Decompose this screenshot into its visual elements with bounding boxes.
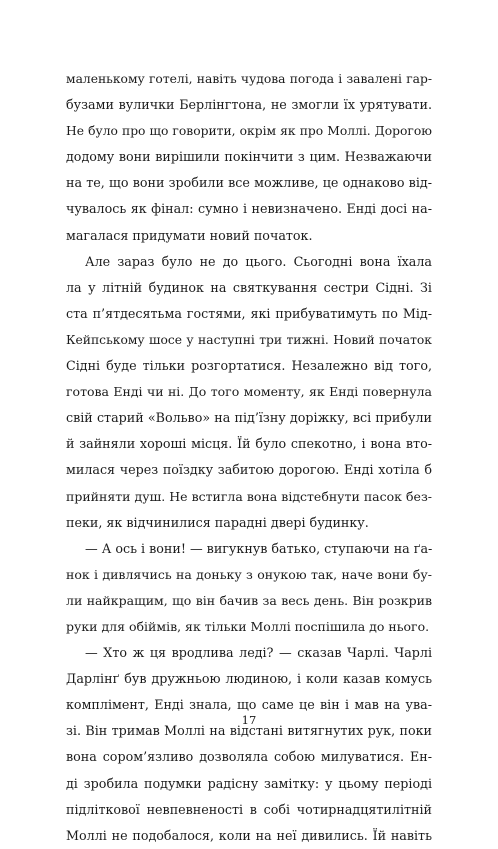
text-line: ли найкращим, що він бачив за весь день. Він розкрив (66, 592, 432, 608)
text-line: чувалось як фінал: сумно і невизначено. Енді досі на- (66, 201, 432, 217)
text-line: милася через поїздку забитою дорогою. Енді хотіла б (66, 462, 432, 478)
text-line: комплімент, Енді знала, що саме це він і мав на ува- (66, 697, 432, 713)
text-line: Але зараз було не до цього. Сьогодні вона їхала (85, 253, 432, 269)
text-line: Дарлінґ був дружньою людиною, і коли казав комусь (66, 671, 432, 687)
text-line: й зайняли хороші місця. Їй було спекотно, і вона вто- (66, 436, 432, 452)
text-line: Не було про що говорити, окрім як про Моллі. Дорогою (66, 124, 432, 139)
text-line: прийняти душ. Не встигла вона відстебнути пасок без- (66, 488, 432, 504)
text-line: Кейпському шосе у наступні три тижні. Новий початок (66, 332, 432, 347)
text-line: підліткової невпевненості в собі чотирнадцятилітній (66, 801, 432, 817)
text-line: готова Енді чи ні. До того моменту, як Енді повернула (66, 384, 432, 400)
text-line: пеки, як відчинилися парадні двері будинку. (66, 514, 369, 530)
body-text (66, 66, 432, 849)
text-line: маленькому готелі, навіть чудова погода і завалені гар- (66, 72, 432, 86)
text-line: Сідні буде тільки розгортатися. Незалежно від того, (66, 358, 432, 374)
text-line: — А ось і вони! — вигукнув батько, ступаючи на ґа- (85, 540, 433, 556)
text-line: додому вони вирішили покінчити з цим. Незважаючи (66, 149, 432, 165)
text-line: свій старий «Вольво» на під’їзну доріжку, всі прибули (66, 410, 432, 426)
text-line: бузами вулички Берлінгтона, не змогли їх урятувати. (66, 97, 432, 113)
page-number: 17 (241, 713, 257, 727)
text-line: Моллі не подобалося, коли на неї дивились. Їй навіть (66, 827, 432, 843)
text-line: ста п’ятдесятьма гостями, які прибуватимуть по Мід- (66, 305, 432, 321)
text-line: нок і дивлячись на доньку з онукою так, наче вони бу- (66, 566, 432, 582)
text-line: ді зробила подумки радісну замітку: у цьому періоді (66, 775, 432, 791)
text-line: руки для обіймів, як тільки Моллі поспішила до нього. (66, 618, 430, 634)
text-line: на те, що вони зробили все можливе, це однаково від- (66, 175, 432, 191)
text-line: вона сором’язливо дозволяла собою милуватися. Ен- (66, 749, 432, 765)
text-line: магалася придумати новий початок. (66, 227, 313, 243)
text-line: ла у літній будинок на святкування сестри Сідні. Зі (66, 279, 432, 295)
text-line: — Хто ж ця вродлива леді? — сказав Чарлі. Чарлі (85, 645, 432, 661)
text-line: зі. Він тримав Моллі на відстані витягнутих рук, поки (66, 723, 432, 739)
